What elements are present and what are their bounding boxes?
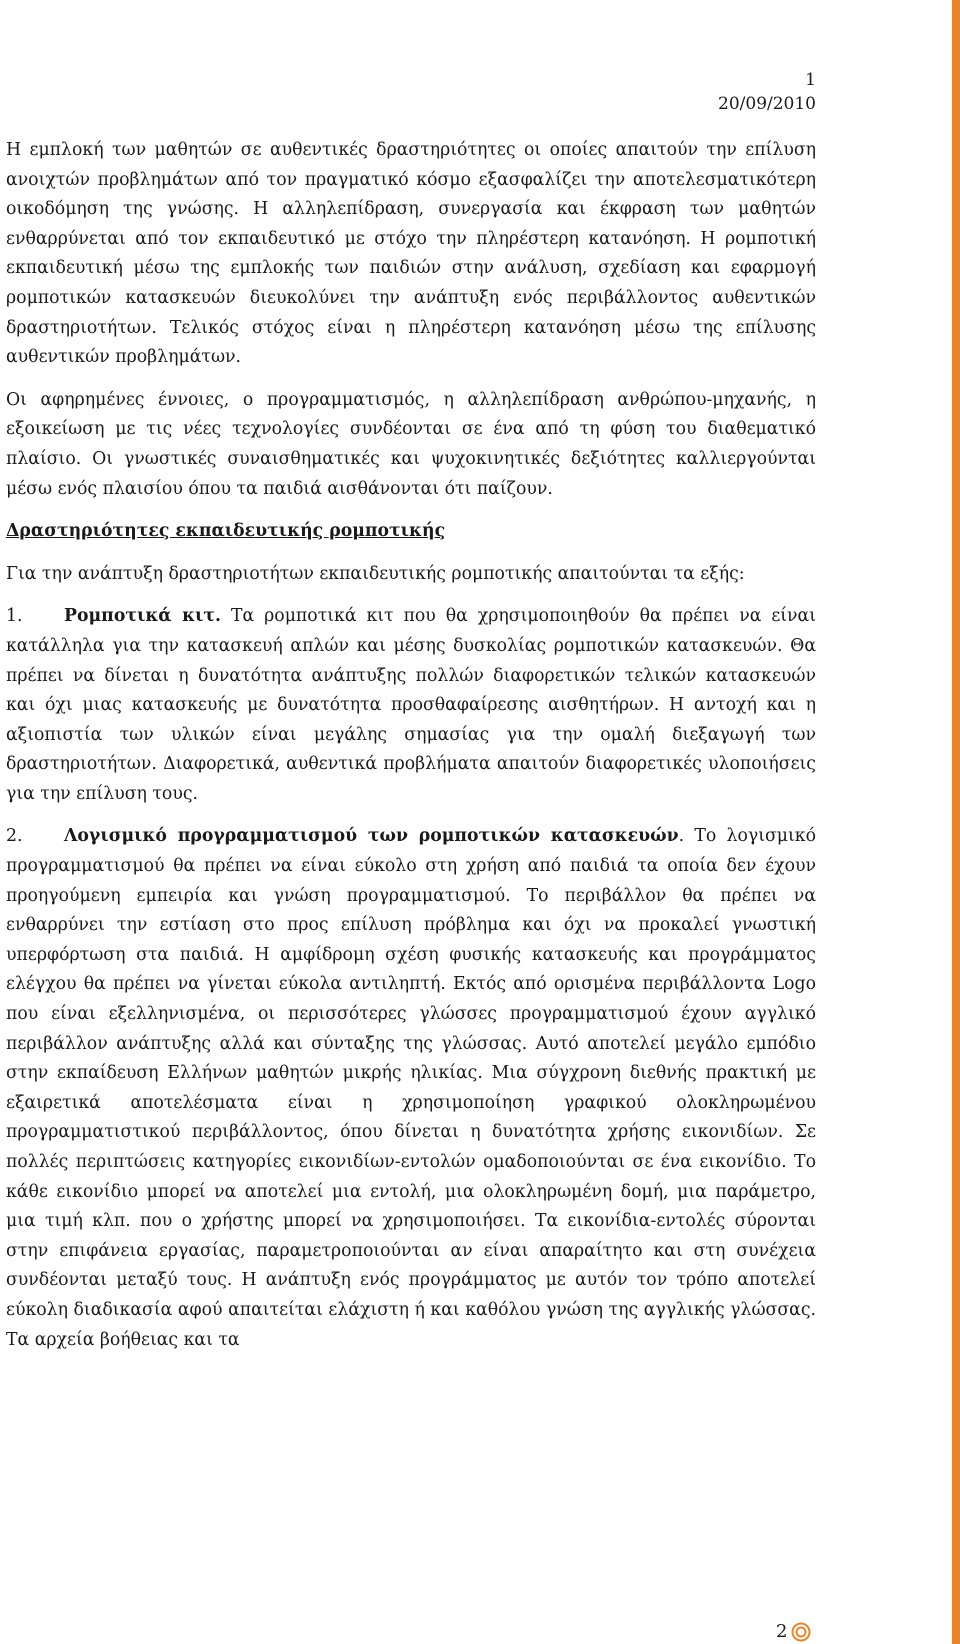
list-item-2 (6, 822, 816, 1355)
paragraph-3: Για την ανάπτυξη δραστηριοτήτων εκπαιδευτικής ρομποτικής απαιτούνται τα εξής: (6, 563, 745, 584)
target-icon (791, 1622, 811, 1642)
list-item-1-title: Ρομποτικά κιτ. (64, 606, 222, 627)
document-body (6, 136, 816, 1368)
section-heading: Δραστηριότητες εκπαιδευτικής ρομποτικής (6, 521, 446, 542)
header-page-number: 1 (805, 70, 816, 90)
list-item-1 (6, 602, 816, 809)
list-item-1-text: Τα ρομποτικά κιτ που θα χρησιμοποιηθούν θα πρέπει να είναι κατάλληλα για την κατασκευή απλών και μέσης δυσκολίας ρομποτικών κατασκευών. Θα πρέπει να δίνεται η δυνατότητα ανάπτυξης πολλών διαφορετικών τελικών κατασκευών και όχι μιας κατασκευής με δυνατότητα προσθαφαίρεσης αισθητήρων. Η αντοχή και η αξιοπιστία των υλικών είναι μεγάλης σημασίας για την ομαλή διεξαγωγή των δραστηριοτήτων. Διαφορετικά, αυθεντικά προβλήματα απαιτούν διαφορετικές υλοποιήσεις για την επίλυση τους. (6, 606, 817, 804)
list-item-2-number: 2. (6, 826, 23, 847)
paragraph-2: Οι αφηρημένες έννοιες, ο προγραμματισμός, η αλληλεπίδραση ανθρώπου-μηχανής, η εξοικείωση με τις νέες τεχνολογίες συνδέονται σε ένα από τη φύση του διαθεματικό πλαίσιο. Οι γνωστικές συναισθηματικές και ψυχοκινητικές δεξιότητες καλλιεργούνται μέσω ενός πλαισίου όπου τα παιδιά αισθάνονται ότι παίζουν. (6, 389, 816, 499)
list-item-2-title: Λογισμικό προγραμματισμού των ρομποτικών κατασκευών (64, 826, 679, 847)
page-footer (776, 1620, 811, 1644)
footer-page-number: 2 (776, 1621, 788, 1642)
paragraph-1: Η εμπλοκή των μαθητών σε αυθεντικές δραστηριότητες οι οποίες απαιτούν την επίλυση ανοιχτών προβλημάτων από τον πραγματικό κόσμο εξασφαλίζει την αποτελεσματικότερη οικοδόμηση της γνώσης. Η αλληλεπίδραση, συνεργασία και έκφραση των μαθητών ενθαρρύνεται από τον εκπαιδευτικό με στόχο την πληρέστερη κατανόηση. Η ρομποτική εκπαιδευτική μέσω της εμπλοκής των παιδιών στην ανάλυση, σχεδίαση και εφαρμογή ρομποτικών κατασκευών διευκολύνει την ανάπτυξη ενός περιβάλλοντος αυθεντικών δραστηριοτήτων. Τελικός στόχος είναι η πληρέστερη κατανόηση μέσω της επίλυσης αυθεντικών προβλημάτων. (6, 140, 816, 368)
header-date: 20/09/2010 (718, 94, 816, 114)
page-header (718, 68, 816, 116)
page-edge-accent (952, 0, 960, 1644)
list-item-1-number: 1. (6, 606, 23, 627)
list-item-2-text: . Το λογισμικό προγραμματισμού θα πρέπει να είναι εύκολο στη χρήση από παιδιά τα οποία δεν έχουν προηγούμενη εμπειρία και γνώση προγραμματισμού. Το περιβάλλον θα πρέπει να ενθαρρύνει την εστίαση στο προς επίλυση πρόβλημα και όχι να προκαλεί γνωστική υπερφόρτωση στα παιδιά. Η αμφίδρομη σχέση φυσικής κατασκευής και προγράμματος ελέγχου θα πρέπει να γίνεται εύκολα αντιληπτή. Εκτός από ορισμένα περιβάλλοντα Logo που είναι εξελληνισμένα, οι περισσότερες γλώσσες προγραμματισμού έχουν αγγλικό περιβάλλον ανάπτυξης αλλά και σύνταξης της γλώσσας. Αυτό αποτελεί μεγάλο εμπόδιο στην εκπαίδευση Ελλήνων μαθητών μικρής ηλικίας. Μια σύγχρονη διεθνής πρακτική με εξαιρετικά αποτελέσματα είναι η χρησιμοποίηση γραφικού ολοκληρωμένου προγραμματιστικού περιβάλλοντος, όπου δίνεται η δυνατότητα χρήσης εικονιδίων. Σε πολλές περιπτώσεις κατηγορίες εικονιδίων-εντολών ομαδοποιούνται σε ένα εικονίδιο. Το κάθε εικονίδιο μπορεί να αποτελεί μια εντολή, μια ολοκληρωμένη δομή, μια παράμετρο, μια τιμή κλπ. που ο χρήστης μπορεί να χρησιμοποιήσει. Τα εικονίδια-εντολές σύρονται στην επιφάνεια εργασίας, παραμετροποιούνται αν είναι απαραίτητο και στη συνέχεια συνδέονται μεταξύ τους. Η ανάπτυξη ενός προγράμματος με αυτόν τον τρόπο αποτελεί εύκολη διαδικασία αφού απαιτείται ελάχιστη ή και καθόλου γνώση της αγγλικής γλώσσας. Τα αρχεία βοήθειας και τα (6, 826, 816, 1350)
